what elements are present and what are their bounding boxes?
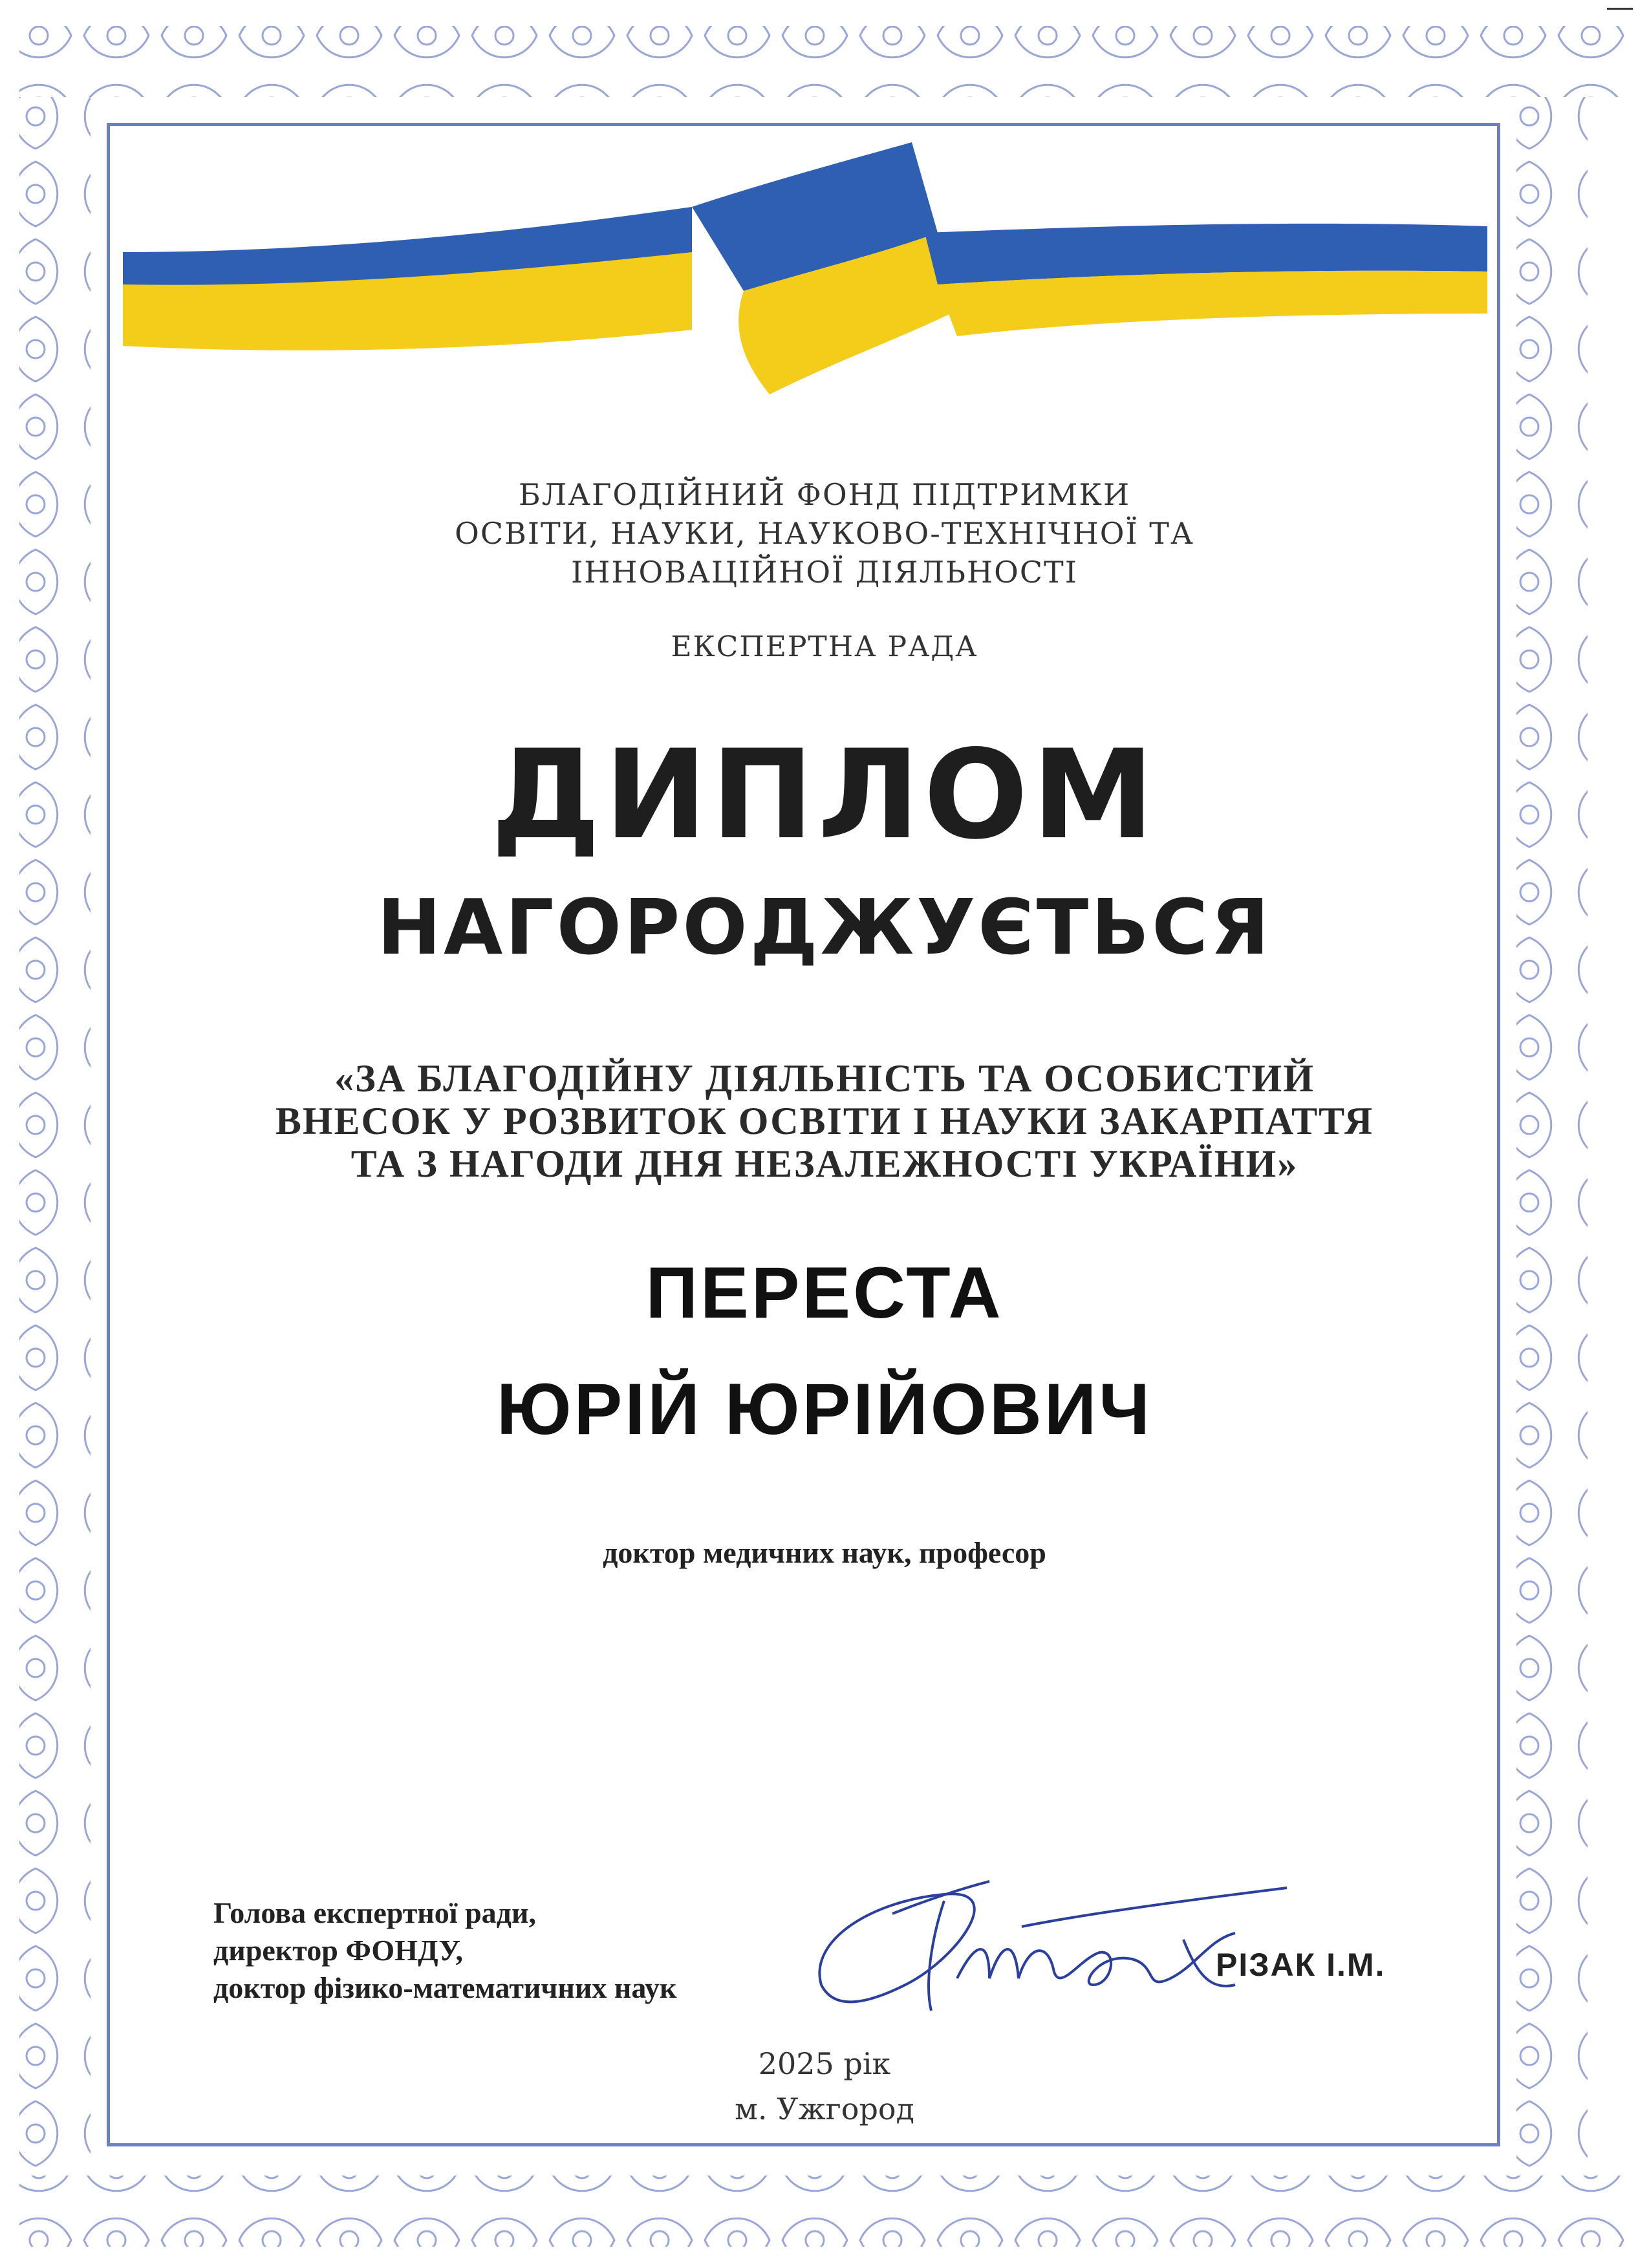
- recipient-surname: ПЕРЕСТА: [645, 1252, 1004, 1333]
- signatory-role-3: доктор фізико-математичних наук: [213, 1971, 677, 2004]
- organization-line-1: БЛАГОДІЙНИЙ ФОНД ПІДТРИМКИ: [518, 477, 1131, 512]
- issue-year: 2025 рік: [758, 2046, 891, 2081]
- ukrainian-flag-ribbon-icon: [123, 142, 1487, 414]
- award-reason-line-2: ВНЕСОК У РОЗВИТОК ОСВІТИ І НАУКИ ЗАКАРПАТТЯ: [275, 1100, 1374, 1142]
- signatory-name: РІЗАК І.М.: [1216, 1947, 1386, 1983]
- organization-line-2: ОСВІТИ, НАУКИ, НАУКОВО-ТЕХНІЧНОЇ ТА: [455, 516, 1194, 551]
- recipient-degree: доктор медичних наук, професор: [603, 1536, 1046, 1569]
- diploma-title: ДИПЛОМ: [491, 723, 1158, 866]
- signatory-role-2: директор ФОНДУ,: [213, 1934, 463, 1967]
- organization-name: [0, 475, 1649, 592]
- council-name: ЕКСПЕРТНА РАДА: [671, 630, 978, 663]
- award-reason: [0, 1057, 1649, 1185]
- issue-city: м. Ужгород: [735, 2091, 914, 2126]
- signatory-role-1: Голова експертної ради,: [213, 1896, 536, 1929]
- awarded-heading: НАГОРОДЖУЄТЬСЯ: [377, 883, 1272, 972]
- recipient-name: ЮРІЙ ЮРІЙОВИЧ: [497, 1369, 1152, 1450]
- organization-line-3: ІННОВАЦІЙНОЇ ДІЯЛЬНОСТІ: [571, 555, 1078, 590]
- signatory-roles: [213, 1894, 677, 2007]
- award-reason-line-3: ТА З НАГОДИ ДНЯ НЕЗАЛЕЖНОСТІ УКРАЇНИ»: [350, 1142, 1299, 1185]
- corner-mark: [1607, 8, 1633, 10]
- award-reason-line-1: «ЗА БЛАГОДІЙНУ ДІЯЛЬНІСТЬ ТА ОСОБИСТИЙ: [334, 1057, 1315, 1100]
